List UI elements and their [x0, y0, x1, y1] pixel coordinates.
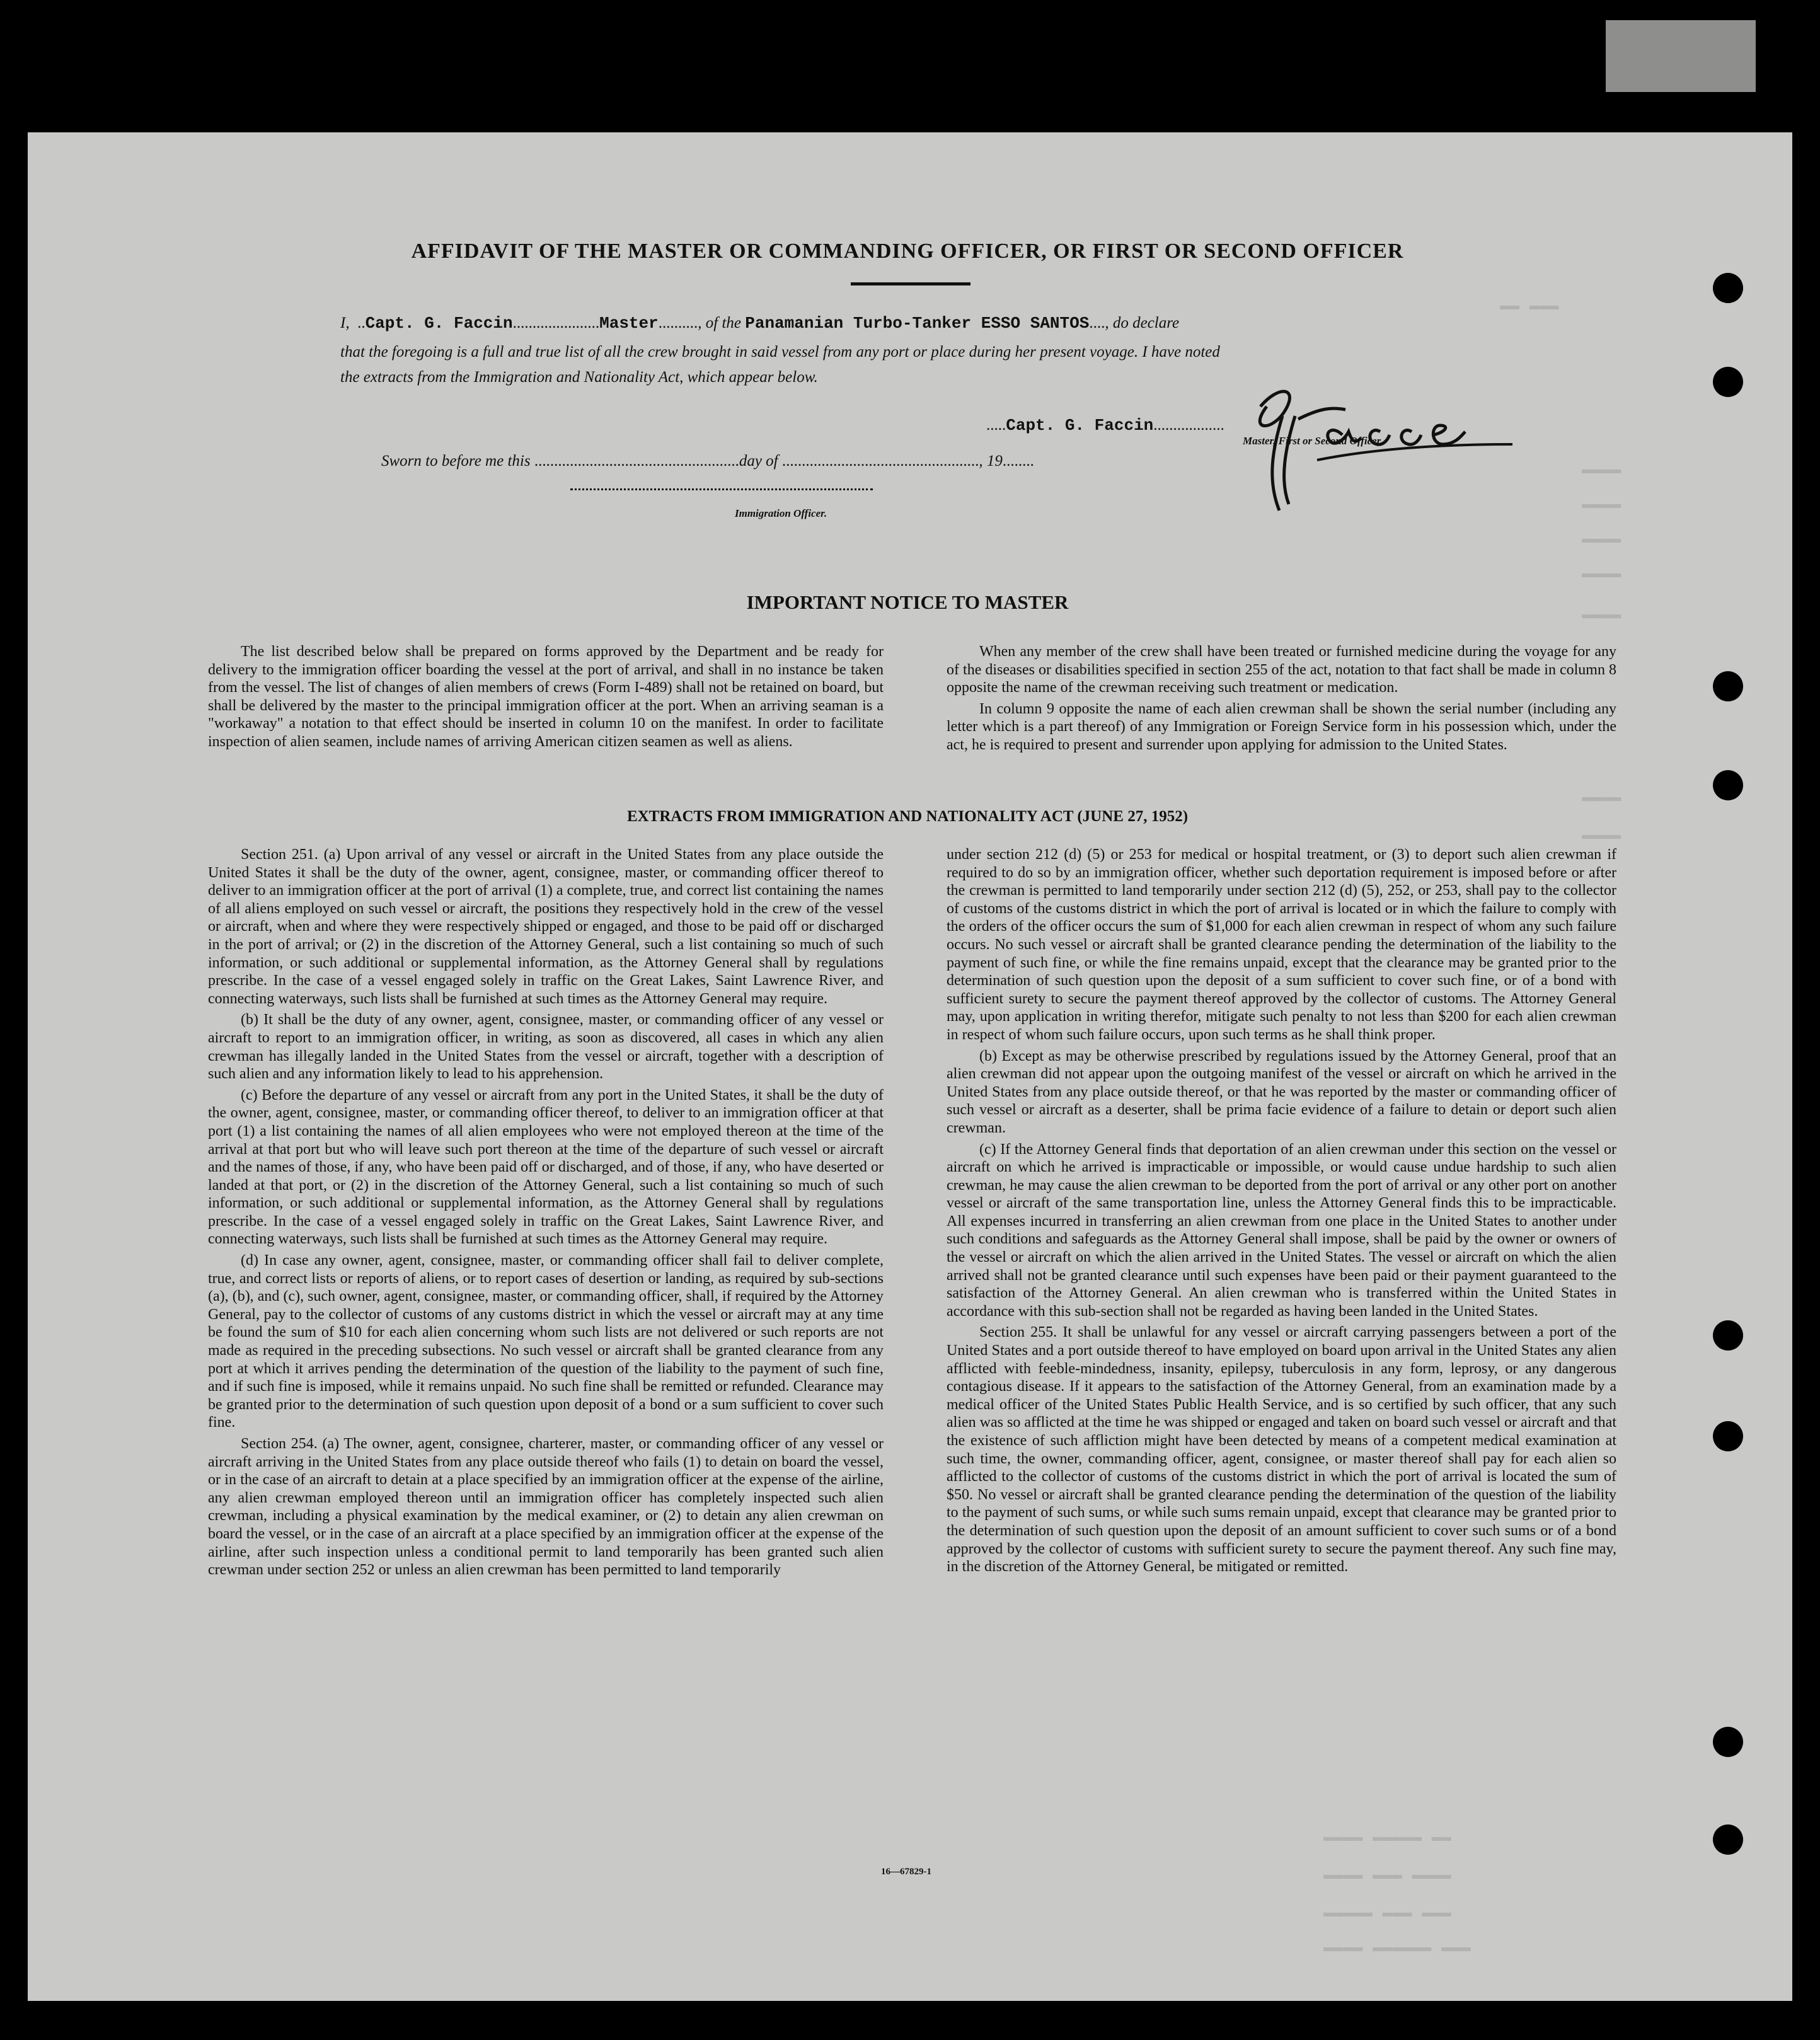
vessel-name: Panamanian Turbo-Tanker ESSO SANTOS [745, 314, 1090, 333]
bleed-through-text: ▬▬▬▬ [1582, 529, 1621, 548]
bleed-through-text: ▬▬▬▬ ▬▬▬▬▬▬ ▬▬▬ [1323, 1938, 1472, 1957]
declaration-line-1 [340, 314, 1639, 333]
bleed-through-text: ▬▬▬▬ [1582, 460, 1621, 479]
of-the-text: , of the [698, 314, 741, 331]
sworn-label: Sworn to before me this [381, 452, 531, 470]
immigration-officer-caption: Immigration Officer. [735, 507, 827, 519]
index-tab [1606, 20, 1756, 92]
fill-dots: .................. [1153, 417, 1224, 434]
notice-right-column [947, 643, 1616, 758]
punch-hole [1713, 1421, 1743, 1451]
handwritten-signature [1223, 372, 1525, 523]
act-paragraph: Section 255. It shall be unlawful for any vessel or aircraft carrying passengers between a port of the United States and a port outside thereof to have employed on board upon arrival in the United States any alien afflicted with feeble-mindedness, insanity, epilepsy, tuberculosis in any form, leprosy, or any dangerous contagious disease. If it appears to the satisfaction of the Attorney General, from an examination made by a medical officer of the United States Public Health Service, and is so certified by such officer, that any such alien was so afflicted at the time he was shipped or engaged and taken on board such vessel or aircraft and that the existence of such affliction might have been detected by means of a competent medical examination at such time, the owner, commanding officer, agent, consignee, or master thereof shall pay for each alien so afflicted to the collector of customs of the customs district in which the port of arrival is located the sum of $50. No vessel or aircraft shall be granted clearance pending the determination of the question of the liability to the payment of such sums, or while such sums remain unpaid, except that clearance may be granted prior to the determination of such question upon the deposit of an amount sufficient to cover such sums or of a bond approved by the collector of customs with sufficient surety to secure the payment thereof. Any such fine may, in the discretion of the Attorney General, be mitigated or remitted. [947, 1324, 1616, 1576]
notice-paragraph: The list described below shall be prepared on forms approved by the Department and be ready for delivery to the immigration officer boarding the vessel at the port of arrival, and shall in no instance be taken from the vessel. The list of changes of alien members of crews (Form I-489) shall not be retained on board, but shall be delivered by the master to the principal immigration officer at the port. When an arriving seaman is a "workaway" a notation to that effect should be inserted in column 10 on the manifest. In order to facilitate inspection of alien seamen, include names of arriving American citizen seamen as well as aliens. [208, 643, 884, 750]
fill-dots: ..... [986, 417, 1006, 434]
bleed-through-text: ▬▬▬▬ [1582, 788, 1621, 807]
punch-hole [1713, 1320, 1743, 1351]
fill-dots: .... [1089, 314, 1105, 331]
bleed-through-text: ▬▬▬▬▬ ▬▬▬ ▬▬▬ [1323, 1903, 1451, 1922]
declaration-line-2: that the foregoing is a full and true list of all the crew brought in said vessel from any port or place during her present voyage. I have noted [340, 343, 1220, 360]
punch-hole [1713, 1727, 1743, 1757]
act-paragraph: (c) Before the departure of any vessel or aircraft from any port in the United States, it shall be the duty of the owner, agent, consignee, master, or commanding officer thereof, to deliver to an immigration officer at that port (1) a list containing the names of all alien employees who were not employed thereon at the time of the arrival at that port but who will leave such port thereon at the time of the departure of such vessel or aircraft and the names of those, if any, who have been paid off or discharged, and of those, if any, who have deserted or landed at that port, or (2) in the discretion of the Attorney General, such a list containing so much of such information, or such additional or supplemental information, as the Attorney General shall by regulations prescribe. In the case of a vessel engaged solely in traffic on the Great Lakes, Saint Lawrence River, and connecting waterways, such lists shall be furnished at such times as the Attorney General may require. [208, 1086, 884, 1248]
signature-typed-name: Capt. G. Faccin [1006, 416, 1154, 435]
bleed-through-text: ▬▬ ▬▬▬ [1500, 296, 1559, 315]
act-paragraph: (c) If the Attorney General finds that deportation of an alien crewman under this section on the vessel or aircraft on which he arrived is impracticable or impossible, or would cause undue hardship to such alien crewman, he may cause the alien crewman to be deported from the port of arrival or any other port on another vessel or aircraft of the same transportation line, unless the Attorney General finds this to be impracticable. All expenses incurred in transferring an alien crewman from one place in the United States to another under such conditions and safeguards as the Attorney General shall impose, shall be paid by the owner or owners of the vessel or aircraft on which the alien arrived in the United States. The vessel or aircraft on which the alien arrived shall not be granted clearance until such expenses have been paid or their payment guaranteed to the satisfaction of the Attorney General. An alien crewman who is transferred within the United States in accordance with this sub-section shall not be regarded as having been landed in the United States. [947, 1141, 1616, 1320]
officer-rank: Master [599, 314, 659, 333]
punch-hole [1713, 273, 1743, 303]
bleed-through-text: ▬▬▬▬ ▬▬▬▬▬ ▬▬ [1323, 1828, 1451, 1847]
fill-dots: .................................................... [530, 452, 739, 470]
act-paragraph: (b) Except as may be otherwise prescribed by regulations issued by the Attorney General, proof that an alien crewman did not appear upon the outgoing manifest of the vessel or aircraft on which he arrived in the United States from any place outside thereof, or that he was reported by the master or commanding officer of such vessel or aircraft as a deserter, shall be prima facie evidence of a failure to detain or deport such alien crewman. [947, 1047, 1616, 1136]
punch-hole [1713, 770, 1743, 800]
year-label: , 19 [979, 452, 1003, 470]
signature-typed-line [986, 416, 1224, 435]
notice-paragraph: In column 9 opposite the name of each alien crewman shall be shown the serial number (including any letter which is a part thereof) of any Immigration or Foreign Service form in his possession which, under the act, he is required to present and surrender upon applying for admission to the United States. [947, 700, 1616, 753]
fill-dots: ........ [1002, 452, 1034, 470]
affidavit-title: AFFIDAVIT OF THE MASTER OR COMMANDING OFFICER, OR FIRST OR SECOND OFFICER [411, 239, 1404, 263]
bleed-through-text: ▬▬▬▬ [1582, 564, 1621, 583]
bleed-through-text: ▬▬▬▬ [1582, 826, 1621, 844]
fill-dots: .................................................. [778, 452, 979, 470]
fill-dots: .. [353, 314, 366, 331]
notice-paragraph: When any member of the crew shall have been treated or furnished medicine during the voyage for any of the diseases or disabilities specified in section 255 of the act, notation to that fact shall be made in column 8 opposite the name of the crewman receiving such treatment or medication. [947, 643, 1616, 696]
act-paragraph: (d) In case any owner, agent, consignee, master, or commanding officer shall fail to deliver complete, true, and correct lists or reports of aliens, or to report cases of desertion or landing, as required by sub-sections (a), (b), and (c), such owner, agent, consignee, master, or commanding officer, shall, if required by the Attorney General, pay to the collector of customs of any customs district in which the vessel or aircraft may at any time be found the sum of $10 for each alien concerning whom such lists are not delivered or such reports are not made as required in the preceding subsections. No such vessel or aircraft shall be granted clearance from any port at which it arrives pending the determination of the question of the liability to the payment of such fine, and if such fine is imposed, while it remains unpaid. No such fine shall be remitted or refunded. Clearance may be granted prior to the determination of such question upon deposit of a bond or a sum sufficient to cover such fine. [208, 1252, 884, 1431]
bleed-through-text: ▬▬▬▬ [1582, 495, 1621, 514]
master-name: Capt. G. Faccin [365, 314, 513, 333]
punch-hole [1713, 671, 1743, 701]
do-declare-text: , do declare [1105, 314, 1180, 331]
act-paragraph: Section 254. (a) The owner, agent, consignee, charterer, master, or commanding officer of any vessel or aircraft arriving in the United States from any place outside thereof who fails (1) to detain on board the vessel, or in the case of an aircraft to detain at a place specified by an immigration officer at the expense of the airline, any alien crewman employed thereon until an immigration officer has completely inspected such alien crewman, including a physical examination by the medical examiner, or (2) to detain any alien crewman on board the vessel, or in the case of an aircraft at a place specified by an immigration officer at the expense of the airline, after such inspection unless a conditional permit to land temporarily has been granted such alien crewman under section 252 or unless an alien crewman has been permitted to land temporarily [208, 1436, 884, 1579]
notice-heading: IMPORTANT NOTICE TO MASTER [746, 591, 1069, 613]
form-code: 16—67829-1 [881, 1867, 931, 1877]
act-right-column [947, 846, 1616, 1579]
fill-dots: ...................... [512, 314, 600, 331]
sworn-line [381, 452, 1034, 470]
extracts-heading: EXTRACTS FROM IMMIGRATION AND NATIONALITY ACT (JUNE 27, 1952) [626, 808, 1189, 825]
fill-dots: .......... [658, 314, 698, 331]
notice-left-column [208, 643, 884, 754]
signature-caption: Master, First or Second Officer. [1243, 435, 1383, 447]
day-of-label: day of [739, 452, 778, 470]
act-paragraph: (b) It shall be the duty of any owner, agent, consignee, master, or commanding officer of any vessel or aircraft to report to an immigration officer, in writing, as soon as discovered, all cases in which any alien crewman has illegally landed in the United States from the vessel or aircraft, together with a description of such alien and any information likely to lead to his apprehension. [208, 1011, 884, 1083]
declaration-line-3: the extracts from the Immigration and Nationality Act, which appear below. [340, 369, 818, 386]
punch-hole [1713, 367, 1743, 397]
title-rule [851, 282, 970, 285]
act-paragraph: Section 251. (a) Upon arrival of any vessel or aircraft in the United States from any place outside the United States it shall be the duty of the owner, agent, consignee, master, or commanding officer thereof to deliver to an immigration officer at the port of arrival (1) a complete, true, and correct list containing the names of all aliens employed on such vessel or aircraft, the positions they respectively hold in the crew of the vessel or aircraft, when and where they were respectively shipped or engaged, and those to be paid off or discharged in the port of arrival; or (2) in the discretion of the Attorney General, such a list containing so much of such information, or such additional or supplemental information, as the Attorney General shall by regulations prescribe. In the case of a vessel engaged solely in traffic on the Great Lakes, Saint Lawrence River, and connecting waterways, such lists shall be furnished at such times as the Attorney General may require. [208, 846, 884, 1007]
declaration-prefix: I, [340, 314, 350, 331]
bleed-through-text: ▬▬▬▬ ▬▬▬ ▬▬▬▬ [1323, 1865, 1451, 1884]
punch-hole [1713, 1824, 1743, 1855]
act-paragraph: under section 212 (d) (5) or 253 for medical or hospital treatment, or (3) to deport such alien crewman if required to do so by an immigration officer, whether such deportation requirement is imposed before or after the crewman is permitted to land temporarily under section 212 (d) (5), 252, or 253, shall pay to the collector of customs of the customs district in which the port of arrival is located or in which the failure to comply with the orders of the officer occurs the sum of $1,000 for each alien crewman in respect of whom any such failure occurs. No such vessel or aircraft shall be granted clearance pending the determination of the liability to the payment of such fine, or while the fine remains unpaid, except that the clearance may be granted prior to the determination of such question upon the deposit of a sum sufficient to cover such fine, or of a bond with sufficient surety to secure the payment thereof approved by the collector of customs. The Attorney General may, upon application in writing therefor, mitigate such penalty to not less than $200 for each alien crewman in respect of whom such failure occurs, upon such terms as he shall think proper. [947, 846, 1616, 1043]
bleed-through-text: ▬▬▬▬ [1582, 605, 1621, 624]
immigration-officer-line [570, 488, 873, 490]
act-left-column [208, 846, 884, 1582]
